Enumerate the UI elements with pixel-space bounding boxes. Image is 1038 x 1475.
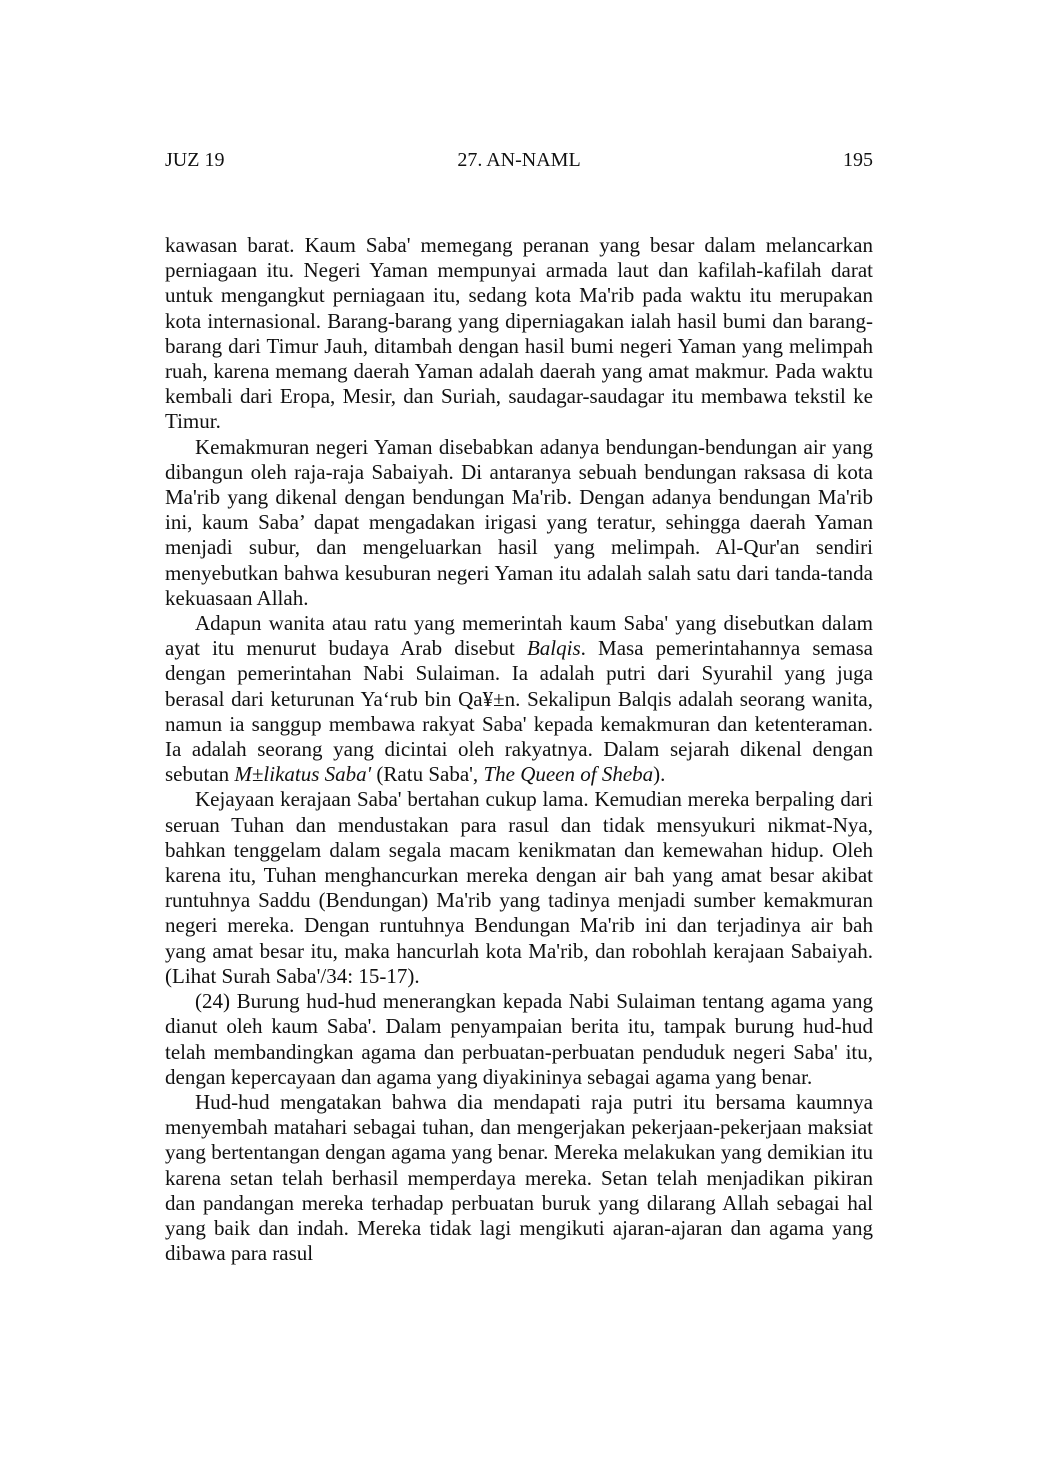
paragraph-6: Hud-hud mengatakan bahwa dia mendapati raja putri itu bersama kaumnya menyembah matahari sebagai tuhan, dan mengerjakan pekerjaan-pekerjaan maksiat yang bertentangan dengan agama yang benar. Mereka melakukan yang demikian itu karena setan telah berhasil memperdaya mereka. Setan telah menjadikan pikiran dan pandangan mereka terhadap perbuatan buruk yang dilarang Allah sebagai hal yang baik dan indah. Mereka tidak lagi mengikuti ajaran-ajaran dan agama yang dibawa para rasul — [165, 1089, 873, 1266]
paragraph-3-text-c: (Ratu Saba', — [371, 762, 484, 787]
running-header — [165, 146, 873, 174]
surah-title: 27. AN-NAML — [457, 149, 581, 171]
paragraph-5: (24) Burung hud-hud menerangkan kepada Nabi Sulaiman tentang agama yang dianut oleh kaum Saba'. Dalam penyampaian berita itu, tampak burung hud-hud telah membandingkan agama dan perbuatan-perbuatan penduduk negeri Saba' itu, dengan kepercayaan dan agama yang diyakininya sebagai agama yang benar. — [165, 989, 873, 1089]
paragraph-3-text-a: Adapun wanita atau ratu yang memerintah kaum Saba' yang disebutkan dalam ayat itu menurut budaya Arab disebut — [165, 611, 873, 661]
page-number: 195 — [843, 149, 873, 171]
juz-label: JUZ 19 — [165, 149, 225, 171]
paragraph-3 — [165, 611, 873, 787]
paragraph-1: kawasan barat. Kaum Saba' memegang peranan yang besar dalam melancarkan perniagaan itu. Negeri Yaman mempunyai armada laut dan kafilah-kafilah darat untuk mengangkut perniagaan itu, sedang kota Ma'rib pada waktu itu merupakan kota internasional. Barang-barang yang diperniagakan ialah hasil bumi dan barang-barang dari Timur Jauh, ditambah dengan hasil bumi negeri Yaman yang melimpah ruah, karena memang daerah Yaman adalah daerah yang amat makmur. Pada waktu kembali dari Eropa, Mesir, dan Suriah, saudagar-saudagar itu membawa tekstil ke Timur. — [165, 233, 873, 434]
paragraph-4: Kejayaan kerajaan Saba' bertahan cukup lama. Kemudian mereka berpaling dari seruan Tuhan dan mendustakan para rasul dan tidak mensyukuri nikmat-Nya, bahkan tenggelam dalam segala macam kenikmatan dan kemewahan hidup. Oleh karena itu, Tuhan menghancurkan mereka dengan air bah yang amat besar akibat runtuhnya Saddu (Bendungan) Ma'rib yang tadinya menjadi sumber kemakmuran negeri mereka. Dengan runtuhnya Bendungan Ma'rib ini dan terjadinya air bah yang amat besar itu, maka hancurlah kota Ma'rib, dan robohlah kerajaan Sabaiyah. (Lihat Surah Saba'/34: 15-17). — [165, 787, 873, 988]
paragraph-2: Kemakmuran negeri Yaman disebabkan adanya bendungan-bendungan air yang dibangun oleh raja-raja Sabaiyah. Di antaranya sebuah bendungan raksasa di kota Ma'rib yang dikenal dengan bendungan Ma'rib. Dengan adanya bendungan Ma'rib ini, kaum Saba’ dapat mengadakan irigasi yang teratur, sehingga daerah Yaman menjadi subur, dan mengeluarkan hasil yang melimpah. Al-Qur'an sendiri menyebutkan bahwa kesuburan negeri Yaman itu adalah salah satu dari tanda-tanda kekuasaan Allah. — [165, 434, 873, 610]
balqis-term: Balqis — [526, 636, 581, 661]
paragraph-3-text-d: ). — [653, 762, 666, 787]
body-text — [165, 233, 873, 1266]
malikatus-saba-term: M±likatus Saba' — [234, 762, 372, 787]
queen-of-sheba-term: The Queen of Sheba — [483, 762, 654, 787]
paragraph-3-text-b: . Masa pemerintahannya semasa dengan pemerintahan Nabi Sulaiman. Ia adalah putri dari Syurahil yang juga berasal dari keturunan Ya‘rub bin Qa¥±n. Sekalipun Balqis adalah seorang wanita, namun ia sanggup membawa rakyat Saba' kepada kemakmuran dan ketenteraman. Ia adalah seorang yang dicintai oleh rakyatnya. Dalam sejarah dikenal dengan sebutan — [165, 636, 873, 787]
